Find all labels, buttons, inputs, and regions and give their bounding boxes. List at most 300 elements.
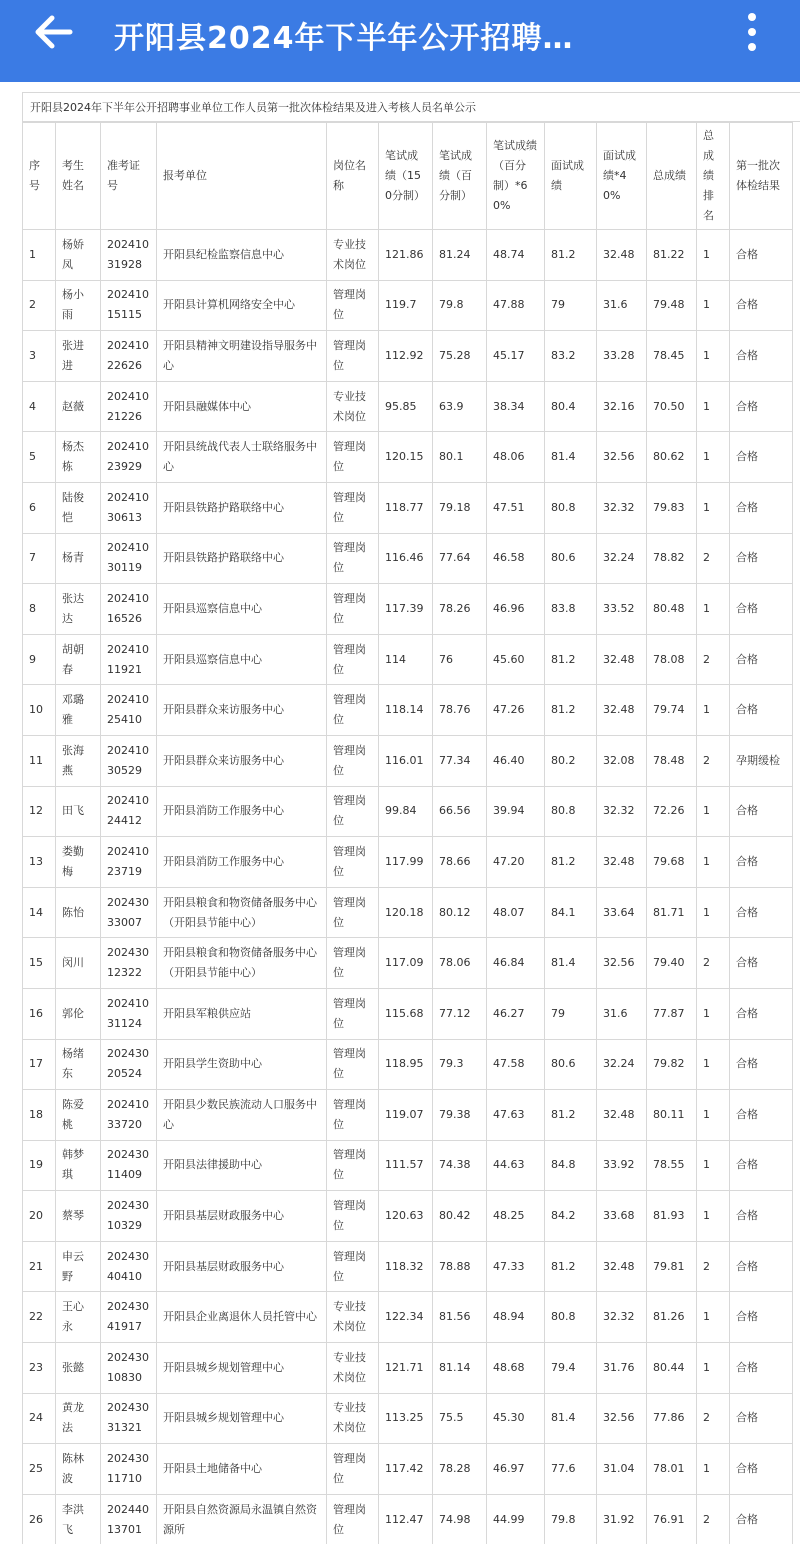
table-cell: 81.14 xyxy=(433,1343,487,1394)
table-cell: 32.32 xyxy=(597,786,647,837)
table-row xyxy=(23,1393,793,1444)
table-cell: 80.1 xyxy=(433,432,487,483)
table-cell: 开阳县消防工作服务中心 xyxy=(157,786,327,837)
table-cell: 66.56 xyxy=(433,786,487,837)
results-sheet xyxy=(0,92,800,1544)
table-cell: 开阳县企业离退休人员托管中心 xyxy=(157,1292,327,1343)
table-row xyxy=(23,1241,793,1292)
table-cell: 韩梦琪 xyxy=(56,1140,101,1191)
table-cell: 2 xyxy=(697,1241,730,1292)
table-row xyxy=(23,381,793,432)
column-header: 序号 xyxy=(23,123,56,230)
table-cell: 79.3 xyxy=(433,1039,487,1090)
more-vertical-icon[interactable] xyxy=(742,10,762,56)
table-cell: 99.84 xyxy=(379,786,433,837)
table-cell: 120.18 xyxy=(379,887,433,938)
table-cell: 2 xyxy=(697,938,730,989)
table-cell: 75.28 xyxy=(433,331,487,382)
table-cell: 开阳县自然资源局永温镇自然资源所 xyxy=(157,1494,327,1544)
table-cell: 33.52 xyxy=(597,584,647,635)
table-cell: 管理岗位 xyxy=(327,938,379,989)
table-cell: 81.2 xyxy=(545,1090,597,1141)
table-cell: 45.17 xyxy=(487,331,545,382)
table-row xyxy=(23,1343,793,1394)
table-cell: 31.92 xyxy=(597,1494,647,1544)
table-cell: 79.38 xyxy=(433,1090,487,1141)
table-cell: 开阳县巡察信息中心 xyxy=(157,584,327,635)
table-cell: 32.56 xyxy=(597,938,647,989)
table-cell: 39.94 xyxy=(487,786,545,837)
table-cell: 46.97 xyxy=(487,1444,545,1495)
table-cell: 32.08 xyxy=(597,735,647,786)
table-cell: 开阳县消防工作服务中心 xyxy=(157,837,327,888)
table-cell: 20243011409 xyxy=(101,1140,157,1191)
table-cell: 1 xyxy=(697,1292,730,1343)
table-cell: 80.8 xyxy=(545,786,597,837)
table-cell: 116.01 xyxy=(379,735,433,786)
table-cell: 管理岗位 xyxy=(327,735,379,786)
table-cell: 12 xyxy=(23,786,56,837)
table-row xyxy=(23,432,793,483)
table-cell: 杨杰栋 xyxy=(56,432,101,483)
table-cell: 77.6 xyxy=(545,1444,597,1495)
table-cell: 20241022626 xyxy=(101,331,157,382)
table-cell: 专业技术岗位 xyxy=(327,381,379,432)
table-cell: 2 xyxy=(697,533,730,584)
table-cell: 20241030119 xyxy=(101,533,157,584)
table-cell: 81.56 xyxy=(433,1292,487,1343)
table-cell: 20241016526 xyxy=(101,584,157,635)
table-cell: 1 xyxy=(697,685,730,736)
table-cell: 80.44 xyxy=(647,1343,697,1394)
table-cell: 80.2 xyxy=(545,735,597,786)
table-cell: 合格 xyxy=(730,1090,793,1141)
table-cell: 20243010329 xyxy=(101,1191,157,1242)
table-row xyxy=(23,1444,793,1495)
table-cell: 1 xyxy=(697,381,730,432)
table-cell: 79.18 xyxy=(433,482,487,533)
table-cell: 119.7 xyxy=(379,280,433,331)
table-row xyxy=(23,634,793,685)
table-caption: 开阳县2024年下半年公开招聘事业单位工作人员第一批次体检结果及进入考核人员名单公示 xyxy=(22,92,800,122)
table-cell: 77.64 xyxy=(433,533,487,584)
table-cell: 5 xyxy=(23,432,56,483)
column-header: 报考单位 xyxy=(157,123,327,230)
table-cell: 114 xyxy=(379,634,433,685)
table-cell: 81.71 xyxy=(647,887,697,938)
table-cell: 管理岗位 xyxy=(327,584,379,635)
table-cell: 管理岗位 xyxy=(327,634,379,685)
table-cell: 合格 xyxy=(730,280,793,331)
table-cell: 开阳县学生资助中心 xyxy=(157,1039,327,1090)
table-cell: 开阳县法律援助中心 xyxy=(157,1140,327,1191)
table-cell: 78.28 xyxy=(433,1444,487,1495)
table-cell: 32.48 xyxy=(597,1241,647,1292)
table-cell: 117.39 xyxy=(379,584,433,635)
table-cell: 121.71 xyxy=(379,1343,433,1394)
table-cell: 孕期缓检 xyxy=(730,735,793,786)
table-cell: 管理岗位 xyxy=(327,887,379,938)
table-cell: 管理岗位 xyxy=(327,432,379,483)
column-header: 面试成绩*40% xyxy=(597,123,647,230)
table-cell: 20241024412 xyxy=(101,786,157,837)
table-cell: 开阳县精神文明建设指导服务中心 xyxy=(157,331,327,382)
table-cell: 84.1 xyxy=(545,887,597,938)
app-bar xyxy=(0,0,800,82)
table-row xyxy=(23,887,793,938)
table-cell: 32.48 xyxy=(597,837,647,888)
table-cell: 83.2 xyxy=(545,331,597,382)
table-cell: 合格 xyxy=(730,533,793,584)
table-cell: 张懿 xyxy=(56,1343,101,1394)
table-cell: 84.8 xyxy=(545,1140,597,1191)
table-cell: 111.57 xyxy=(379,1140,433,1191)
table-cell: 63.9 xyxy=(433,381,487,432)
table-cell: 115.68 xyxy=(379,988,433,1039)
table-cell: 79.82 xyxy=(647,1039,697,1090)
table-cell: 77.86 xyxy=(647,1393,697,1444)
table-cell: 张达达 xyxy=(56,584,101,635)
table-cell: 117.42 xyxy=(379,1444,433,1495)
table-cell: 81.24 xyxy=(433,230,487,281)
table-cell: 合格 xyxy=(730,1191,793,1242)
table-cell: 48.25 xyxy=(487,1191,545,1242)
table-cell: 79 xyxy=(545,280,597,331)
table-cell: 81.2 xyxy=(545,230,597,281)
table-cell: 20241031124 xyxy=(101,988,157,1039)
table-cell: 48.68 xyxy=(487,1343,545,1394)
table-cell: 开阳县少数民族流动人口服务中心 xyxy=(157,1090,327,1141)
header-row xyxy=(23,123,793,230)
table-cell: 25 xyxy=(23,1444,56,1495)
table-cell: 胡朝春 xyxy=(56,634,101,685)
table-cell: 77.87 xyxy=(647,988,697,1039)
table-cell: 116.46 xyxy=(379,533,433,584)
table-cell: 32.56 xyxy=(597,1393,647,1444)
table-cell: 20 xyxy=(23,1191,56,1242)
table-cell: 1 xyxy=(697,1090,730,1141)
column-header: 总成绩排名 xyxy=(697,123,730,230)
table-cell: 专业技术岗位 xyxy=(327,1292,379,1343)
table-cell: 合格 xyxy=(730,988,793,1039)
table-cell: 陈爱桃 xyxy=(56,1090,101,1141)
table-cell: 79.81 xyxy=(647,1241,697,1292)
table-cell: 20243012322 xyxy=(101,938,157,989)
table-cell: 48.06 xyxy=(487,432,545,483)
table-cell: 117.99 xyxy=(379,837,433,888)
table-cell: 77.34 xyxy=(433,735,487,786)
table-cell: 管理岗位 xyxy=(327,837,379,888)
table-cell: 32.16 xyxy=(597,381,647,432)
table-cell: 1 xyxy=(697,887,730,938)
table-cell: 17 xyxy=(23,1039,56,1090)
table-cell: 32.32 xyxy=(597,482,647,533)
table-cell: 20241011921 xyxy=(101,634,157,685)
table-cell: 管理岗位 xyxy=(327,331,379,382)
table-cell: 44.99 xyxy=(487,1494,545,1544)
table-cell: 74.38 xyxy=(433,1140,487,1191)
table-cell: 20243010830 xyxy=(101,1343,157,1394)
table-row xyxy=(23,988,793,1039)
table-cell: 合格 xyxy=(730,786,793,837)
table-cell: 管理岗位 xyxy=(327,685,379,736)
table-cell: 95.85 xyxy=(379,381,433,432)
table-cell: 47.58 xyxy=(487,1039,545,1090)
table-cell: 陈怡 xyxy=(56,887,101,938)
table-cell: 合格 xyxy=(730,1241,793,1292)
table-cell: 78.45 xyxy=(647,331,697,382)
table-cell: 娄勤梅 xyxy=(56,837,101,888)
table-cell: 48.94 xyxy=(487,1292,545,1343)
table-cell: 管理岗位 xyxy=(327,988,379,1039)
table-cell: 118.14 xyxy=(379,685,433,736)
table-cell: 46.27 xyxy=(487,988,545,1039)
table-cell: 19 xyxy=(23,1140,56,1191)
table-cell: 合格 xyxy=(730,584,793,635)
table-cell: 黄龙法 xyxy=(56,1393,101,1444)
table-cell: 47.26 xyxy=(487,685,545,736)
column-header: 面试成绩 xyxy=(545,123,597,230)
table-cell: 112.47 xyxy=(379,1494,433,1544)
table-cell: 管理岗位 xyxy=(327,280,379,331)
table-cell: 开阳县粮食和物资储备服务中心（开阳县节能中心） xyxy=(157,938,327,989)
table-cell: 32.48 xyxy=(597,1090,647,1141)
table-cell: 合格 xyxy=(730,634,793,685)
table-cell: 76.91 xyxy=(647,1494,697,1544)
table-cell: 开阳县统战代表人士联络服务中心 xyxy=(157,432,327,483)
table-cell: 开阳县计算机网络安全中心 xyxy=(157,280,327,331)
table-cell: 1 xyxy=(697,1343,730,1394)
table-cell: 陆俊恺 xyxy=(56,482,101,533)
table-cell: 1 xyxy=(697,280,730,331)
table-cell: 81.26 xyxy=(647,1292,697,1343)
table-cell: 78.48 xyxy=(647,735,697,786)
table-cell: 46.96 xyxy=(487,584,545,635)
table-cell: 合格 xyxy=(730,837,793,888)
table-row xyxy=(23,735,793,786)
table-cell: 48.07 xyxy=(487,887,545,938)
table-cell: 20241031928 xyxy=(101,230,157,281)
page-title: 开阳县2024年下半年公开招聘… xyxy=(114,21,574,56)
table-cell: 31.04 xyxy=(597,1444,647,1495)
table-cell: 81.2 xyxy=(545,634,597,685)
table-cell: 13 xyxy=(23,837,56,888)
table-cell: 118.32 xyxy=(379,1241,433,1292)
table-cell: 管理岗位 xyxy=(327,786,379,837)
table-cell: 1 xyxy=(697,482,730,533)
table-cell: 合格 xyxy=(730,432,793,483)
table-cell: 20241030529 xyxy=(101,735,157,786)
table-cell: 赵薇 xyxy=(56,381,101,432)
table-cell: 32.56 xyxy=(597,432,647,483)
table-cell: 管理岗位 xyxy=(327,482,379,533)
table-cell: 80.11 xyxy=(647,1090,697,1141)
table-row xyxy=(23,280,793,331)
table-cell: 120.15 xyxy=(379,432,433,483)
table-cell: 开阳县基层财政服务中心 xyxy=(157,1241,327,1292)
table-cell: 1 xyxy=(697,1140,730,1191)
column-header: 考生姓名 xyxy=(56,123,101,230)
table-cell: 79 xyxy=(545,988,597,1039)
table-cell: 合格 xyxy=(730,331,793,382)
column-header: 岗位名称 xyxy=(327,123,379,230)
table-cell: 合格 xyxy=(730,381,793,432)
table-cell: 合格 xyxy=(730,482,793,533)
table-cell: 王心永 xyxy=(56,1292,101,1343)
table-cell: 38.34 xyxy=(487,381,545,432)
table-cell: 郭伦 xyxy=(56,988,101,1039)
table-cell: 管理岗位 xyxy=(327,1191,379,1242)
table-cell: 开阳县城乡规划管理中心 xyxy=(157,1393,327,1444)
table-cell: 管理岗位 xyxy=(327,1241,379,1292)
table-cell: 11 xyxy=(23,735,56,786)
table-cell: 33.28 xyxy=(597,331,647,382)
table-cell: 专业技术岗位 xyxy=(327,230,379,281)
table-cell: 开阳县粮食和物资储备服务中心（开阳县节能中心） xyxy=(157,887,327,938)
table-cell: 7 xyxy=(23,533,56,584)
table-cell: 合格 xyxy=(730,1343,793,1394)
table-cell: 80.12 xyxy=(433,887,487,938)
table-cell: 合格 xyxy=(730,1494,793,1544)
table-cell: 合格 xyxy=(730,1444,793,1495)
table-row xyxy=(23,1292,793,1343)
table-cell: 45.30 xyxy=(487,1393,545,1444)
table-cell: 81.2 xyxy=(545,1241,597,1292)
table-cell: 80.8 xyxy=(545,1292,597,1343)
table-cell: 81.2 xyxy=(545,837,597,888)
table-cell: 79.48 xyxy=(647,280,697,331)
table-cell: 开阳县巡察信息中心 xyxy=(157,634,327,685)
table-row xyxy=(23,1090,793,1141)
table-cell: 32.48 xyxy=(597,634,647,685)
table-cell: 79.4 xyxy=(545,1343,597,1394)
table-cell: 20243041917 xyxy=(101,1292,157,1343)
table-cell: 张海燕 xyxy=(56,735,101,786)
table-cell: 118.77 xyxy=(379,482,433,533)
table-cell: 31.76 xyxy=(597,1343,647,1394)
table-cell: 6 xyxy=(23,482,56,533)
table-cell: 蔡琴 xyxy=(56,1191,101,1242)
table-cell: 80.42 xyxy=(433,1191,487,1242)
table-cell: 开阳县群众来访服务中心 xyxy=(157,685,327,736)
table-cell: 31.6 xyxy=(597,988,647,1039)
table-cell: 管理岗位 xyxy=(327,1090,379,1141)
table-cell: 33.68 xyxy=(597,1191,647,1242)
table-cell: 24 xyxy=(23,1393,56,1444)
table-cell: 李洪飞 xyxy=(56,1494,101,1544)
table-cell: 20243020524 xyxy=(101,1039,157,1090)
table-row xyxy=(23,1140,793,1191)
table-cell: 20243040410 xyxy=(101,1241,157,1292)
table-cell: 122.34 xyxy=(379,1292,433,1343)
table-row xyxy=(23,837,793,888)
table-cell: 31.6 xyxy=(597,280,647,331)
table-cell: 78.76 xyxy=(433,685,487,736)
table-cell: 1 xyxy=(697,230,730,281)
table-cell: 杨小雨 xyxy=(56,280,101,331)
table-cell: 20241030613 xyxy=(101,482,157,533)
table-cell: 20244013701 xyxy=(101,1494,157,1544)
table-row xyxy=(23,786,793,837)
table-cell: 20241015115 xyxy=(101,280,157,331)
table-cell: 78.66 xyxy=(433,837,487,888)
back-arrow-icon[interactable] xyxy=(30,10,76,56)
table-cell: 2 xyxy=(697,735,730,786)
table-cell: 112.92 xyxy=(379,331,433,382)
table-cell: 78.55 xyxy=(647,1140,697,1191)
table-cell: 合格 xyxy=(730,1140,793,1191)
table-cell: 79.68 xyxy=(647,837,697,888)
table-row xyxy=(23,533,793,584)
table-cell: 44.63 xyxy=(487,1140,545,1191)
table-cell: 80.6 xyxy=(545,533,597,584)
column-header: 总成绩 xyxy=(647,123,697,230)
table-cell: 46.40 xyxy=(487,735,545,786)
table-cell: 46.58 xyxy=(487,533,545,584)
table-cell: 81.4 xyxy=(545,938,597,989)
table-cell: 74.98 xyxy=(433,1494,487,1544)
table-cell: 21 xyxy=(23,1241,56,1292)
table-cell: 8 xyxy=(23,584,56,635)
table-cell: 1 xyxy=(697,432,730,483)
table-cell: 管理岗位 xyxy=(327,1444,379,1495)
column-header: 笔试成绩（百分制）*60% xyxy=(487,123,545,230)
table-cell: 75.5 xyxy=(433,1393,487,1444)
table-cell: 32.24 xyxy=(597,1039,647,1090)
table-cell: 1 xyxy=(697,331,730,382)
table-cell: 47.20 xyxy=(487,837,545,888)
table-cell: 70.50 xyxy=(647,381,697,432)
table-cell: 47.88 xyxy=(487,280,545,331)
table-cell: 2 xyxy=(697,634,730,685)
table-cell: 杨青 xyxy=(56,533,101,584)
table-cell: 33.92 xyxy=(597,1140,647,1191)
table-cell: 4 xyxy=(23,381,56,432)
table-cell: 118.95 xyxy=(379,1039,433,1090)
column-header: 准考证号 xyxy=(101,123,157,230)
table-cell: 管理岗位 xyxy=(327,1494,379,1544)
table-cell: 开阳县铁路护路联络中心 xyxy=(157,482,327,533)
table-cell: 119.07 xyxy=(379,1090,433,1141)
table-cell: 9 xyxy=(23,634,56,685)
table-cell: 20241025410 xyxy=(101,685,157,736)
table-cell: 78.26 xyxy=(433,584,487,635)
table-cell: 1 xyxy=(697,1444,730,1495)
table-row xyxy=(23,584,793,635)
table-cell: 46.84 xyxy=(487,938,545,989)
table-cell: 79.83 xyxy=(647,482,697,533)
column-header: 第一批次体检结果 xyxy=(730,123,793,230)
table-cell: 张进进 xyxy=(56,331,101,382)
table-cell: 管理岗位 xyxy=(327,1039,379,1090)
table-cell: 专业技术岗位 xyxy=(327,1343,379,1394)
table-cell: 合格 xyxy=(730,230,793,281)
table-cell: 16 xyxy=(23,988,56,1039)
table-cell: 开阳县城乡规划管理中心 xyxy=(157,1343,327,1394)
table-cell: 81.93 xyxy=(647,1191,697,1242)
table-cell: 开阳县土地储备中心 xyxy=(157,1444,327,1495)
table-cell: 32.48 xyxy=(597,685,647,736)
table-cell: 20241023929 xyxy=(101,432,157,483)
table-cell: 18 xyxy=(23,1090,56,1141)
table-cell: 开阳县军粮供应站 xyxy=(157,988,327,1039)
table-cell: 合格 xyxy=(730,1039,793,1090)
table-cell: 48.74 xyxy=(487,230,545,281)
table-cell: 80.62 xyxy=(647,432,697,483)
table-cell: 1 xyxy=(697,1039,730,1090)
table-cell: 47.63 xyxy=(487,1090,545,1141)
table-row xyxy=(23,938,793,989)
